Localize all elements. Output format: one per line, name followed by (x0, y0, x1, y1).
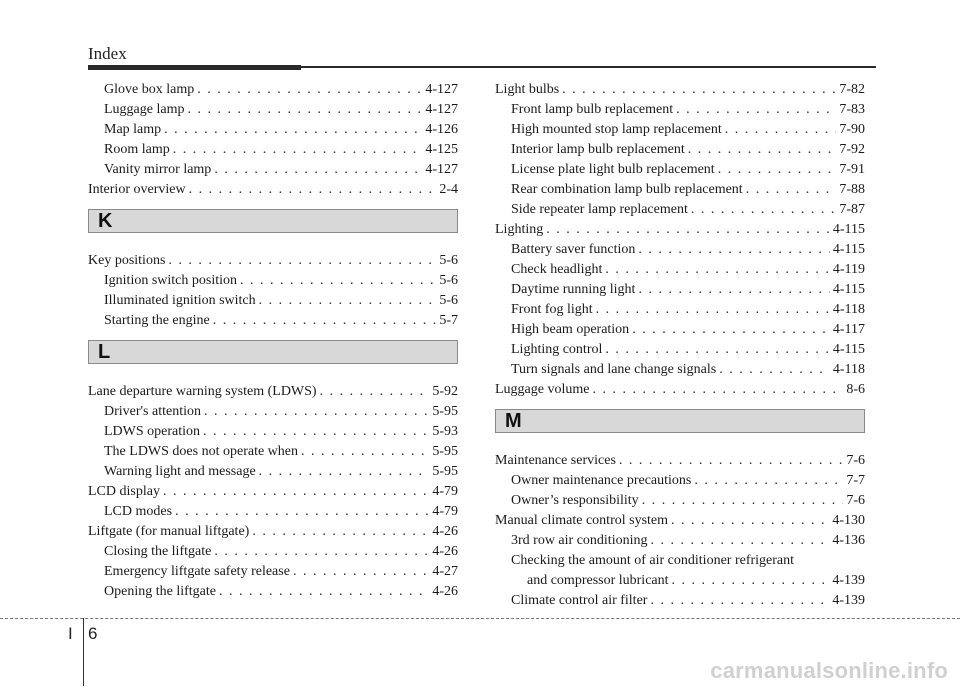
index-entry[interactable] (495, 220, 865, 240)
index-entry[interactable] (88, 180, 458, 200)
index-entry-label: The LDWS does not operate when (104, 444, 298, 459)
section-letter: M (505, 410, 522, 432)
index-entry-page: 4-79 (432, 484, 458, 499)
dot-leader (719, 360, 830, 380)
header-rule-accent (88, 65, 301, 70)
index-entry-label: Ignition switch position (104, 273, 237, 288)
index-entry-label: Side repeater lamp replacement (511, 202, 688, 217)
index-entry-page: 4-126 (425, 122, 458, 137)
dot-leader (259, 462, 430, 482)
index-entry[interactable] (495, 260, 865, 280)
index-entry-page: 4-79 (432, 504, 458, 519)
index-entry-page: 7-7 (846, 473, 865, 488)
dot-leader (546, 220, 830, 240)
index-column-right (495, 80, 865, 611)
index-block-k (88, 251, 458, 331)
index-entry-page: 7-83 (839, 102, 865, 117)
index-entry[interactable] (88, 160, 458, 180)
dot-leader (725, 120, 837, 140)
index-column-left (88, 80, 458, 602)
index-block-left-top (88, 80, 458, 200)
index-entry-label: Owner maintenance precautions (511, 473, 692, 488)
index-entry[interactable] (88, 422, 458, 442)
section-header-l (88, 340, 458, 364)
index-entry-label: 3rd row air conditioning (511, 533, 648, 548)
dot-leader (293, 562, 429, 582)
index-entry[interactable] (495, 140, 865, 160)
index-entry-label: Lane departure warning system (LDWS) (88, 384, 317, 399)
index-entry-label: Lighting (495, 222, 544, 237)
index-entry[interactable] (88, 442, 458, 462)
index-entry[interactable] (495, 380, 865, 400)
index-entry-label: Battery saver function (511, 242, 636, 257)
index-entry[interactable] (495, 300, 865, 320)
dot-leader (688, 140, 837, 160)
index-entry[interactable] (88, 140, 458, 160)
index-entry[interactable] (495, 240, 865, 260)
index-entry-label: Front lamp bulb replacement (511, 102, 674, 117)
index-entry-label: Map lamp (104, 122, 162, 137)
dot-leader (203, 422, 429, 442)
index-entry-page: 4-130 (832, 513, 865, 528)
index-entry-label: Luggage lamp (104, 102, 185, 117)
dot-leader (301, 442, 429, 462)
dot-leader (240, 271, 436, 291)
index-entry-label: Checking the amount of air conditioner refrigerant (511, 553, 795, 568)
index-entry-label: License plate light bulb replacement (511, 162, 715, 177)
section-header-m (495, 409, 865, 433)
index-entry-label: Starting the engine (104, 313, 210, 328)
index-entry[interactable] (495, 571, 865, 591)
index-entry-label: and compressor lubricant (527, 573, 669, 588)
index-entry-label: Turn signals and lane change signals (511, 362, 717, 377)
index-entry-page: 4-119 (832, 262, 865, 277)
index-entry-label: Check headlight (511, 262, 603, 277)
index-entry-page: 4-127 (425, 162, 458, 177)
index-entry-page: 4-139 (832, 573, 865, 588)
index-entry[interactable] (495, 511, 865, 531)
index-entry-label: Warning light and message (104, 464, 256, 479)
index-entry-page: 4-26 (432, 584, 458, 599)
index-entry[interactable] (495, 80, 865, 100)
index-entry-label: Front fog light (511, 302, 593, 317)
dot-leader (694, 471, 843, 491)
index-entry-page: 4-117 (832, 322, 865, 337)
index-entry-page: 7-88 (839, 182, 865, 197)
index-entry-page: 4-26 (432, 544, 458, 559)
dot-leader (746, 180, 837, 200)
index-entry-page: 7-82 (839, 82, 865, 97)
index-entry[interactable] (88, 120, 458, 140)
index-entry[interactable] (88, 562, 458, 582)
index-entry[interactable] (88, 502, 458, 522)
index-entry[interactable] (88, 100, 458, 120)
dot-leader (252, 522, 429, 542)
index-entry-page: 5-6 (439, 253, 458, 268)
index-entry[interactable] (495, 591, 865, 611)
index-entry[interactable] (495, 160, 865, 180)
index-entry-page: 4-118 (832, 362, 865, 377)
index-entry-label: Daytime running light (511, 282, 636, 297)
index-entry-label: Driver's attention (104, 404, 201, 419)
section-letter: K (98, 210, 113, 232)
index-entry-page: 5-93 (432, 424, 458, 439)
index-entry[interactable] (88, 311, 458, 331)
index-entry-label: Illuminated ignition switch (104, 293, 256, 308)
index-entry-page: 4-115 (832, 342, 865, 357)
dot-leader (632, 320, 830, 340)
dot-leader (164, 120, 422, 140)
index-entry-label: Key positions (88, 253, 166, 268)
index-entry-page: 7-90 (839, 122, 865, 137)
index-entry[interactable] (495, 200, 865, 220)
index-entry[interactable] (495, 531, 865, 551)
index-entry-page: 8-6 (846, 382, 865, 397)
index-entry-page: 7-6 (846, 453, 865, 468)
index-entry[interactable] (88, 402, 458, 422)
dot-leader (320, 382, 430, 402)
dot-leader (691, 200, 836, 220)
index-entry[interactable] (495, 320, 865, 340)
index-entry-page: 4-26 (432, 524, 458, 539)
dot-leader (175, 502, 429, 522)
dot-leader (214, 160, 422, 180)
dot-leader (638, 240, 829, 260)
index-entry-page: 2-4 (439, 182, 458, 197)
dot-leader (650, 531, 829, 551)
dot-leader (219, 582, 429, 602)
index-entry-page: 7-87 (839, 202, 865, 217)
index-entry-label: Rear combination lamp bulb replacement (511, 182, 743, 197)
page-title: Index (88, 44, 127, 63)
index-entry-page: 7-6 (846, 493, 865, 508)
dot-leader (163, 482, 429, 502)
index-entry-label: Manual climate control system (495, 513, 669, 528)
index-entry-label: Opening the liftgate (104, 584, 216, 599)
index-entry[interactable] (495, 280, 865, 300)
dot-leader (605, 340, 829, 360)
index-entry-label: High beam operation (511, 322, 630, 337)
index-entry[interactable] (88, 382, 458, 402)
index-entry-page: 5-6 (439, 273, 458, 288)
index-entry[interactable] (495, 120, 865, 140)
index-block-right-top (495, 80, 865, 400)
footer-page-number: 6 (88, 624, 98, 643)
index-entry-label: Maintenance services (495, 453, 616, 468)
dot-leader (642, 491, 844, 511)
index-entry[interactable] (88, 291, 458, 311)
dot-leader (638, 280, 829, 300)
index-entry-page: 4-127 (425, 102, 458, 117)
dot-leader (214, 542, 429, 562)
index-entry-page: 4-115 (832, 282, 865, 297)
dot-leader (168, 251, 436, 271)
index-entry[interactable] (495, 340, 865, 360)
index-entry-label: LCD display (88, 484, 160, 499)
dot-leader (605, 260, 829, 280)
index-block-l (88, 382, 458, 602)
dot-leader (596, 300, 830, 320)
index-entry-page: 7-91 (839, 162, 865, 177)
index-entry[interactable] (88, 582, 458, 602)
footer-section-letter: I (68, 624, 73, 643)
index-entry[interactable] (495, 551, 865, 571)
index-entry-label: Room lamp (104, 142, 170, 157)
index-entry-page: 5-95 (432, 444, 458, 459)
index-entry-label: Liftgate (for manual liftgate) (88, 524, 250, 539)
section-letter: L (98, 341, 111, 363)
dot-leader (650, 591, 829, 611)
index-entry-page: 5-6 (439, 293, 458, 308)
dot-leader (173, 140, 423, 160)
index-entry-label: Owner’s responsibility (511, 493, 639, 508)
index-entry-page: 5-95 (432, 404, 458, 419)
index-entry-label: Emergency liftgate safety release (104, 564, 290, 579)
index-block-m (495, 451, 865, 611)
index-entry-page: 4-127 (425, 82, 458, 97)
index-entry[interactable] (495, 451, 865, 471)
index-entry-page: 5-95 (432, 464, 458, 479)
index-entry[interactable] (495, 491, 865, 511)
index-entry-label: Climate control air filter (511, 593, 648, 608)
footer-divider (83, 618, 84, 686)
index-entry-label: Light bulbs (495, 82, 560, 97)
index-entry[interactable] (495, 180, 865, 200)
index-entry-page: 4-27 (432, 564, 458, 579)
section-header-k (88, 209, 458, 233)
index-entry-label: Interior overview (88, 182, 186, 197)
dot-leader (592, 380, 843, 400)
dot-leader (213, 311, 437, 331)
index-entry[interactable] (88, 522, 458, 542)
index-entry-label: High mounted stop lamp replacement (511, 122, 722, 137)
index-entry[interactable] (88, 462, 458, 482)
dot-leader (189, 180, 437, 200)
index-entry-label: LDWS operation (104, 424, 201, 439)
index-entry-page: 4-139 (832, 593, 865, 608)
dot-leader (619, 451, 843, 471)
index-entry[interactable] (88, 271, 458, 291)
index-entry-label: Vanity mirror lamp (104, 162, 212, 177)
dot-leader (187, 100, 422, 120)
dot-leader (671, 511, 829, 531)
watermark: carmanualsonline.info (710, 658, 948, 683)
index-entry-label: LCD modes (104, 504, 173, 519)
footer-rule (0, 618, 960, 619)
index-entry-label: Interior lamp bulb replacement (511, 142, 685, 157)
index-entry-page: 4-115 (832, 222, 865, 237)
index-entry[interactable] (88, 80, 458, 100)
dot-leader (259, 291, 437, 311)
index-entry-label: Luggage volume (495, 382, 590, 397)
index-entry-page: 4-125 (425, 142, 458, 157)
index-entry-page: 4-115 (832, 242, 865, 257)
dot-leader (718, 160, 837, 180)
index-entry-page: 4-118 (832, 302, 865, 317)
index-entry[interactable] (88, 542, 458, 562)
dot-leader (672, 571, 830, 591)
index-entry-page: 5-92 (432, 384, 458, 399)
index-entry[interactable] (495, 471, 865, 491)
index-entry[interactable] (88, 482, 458, 502)
index-entry-label: Glove box lamp (104, 82, 195, 97)
index-entry[interactable] (495, 360, 865, 380)
index-entry-label: Lighting control (511, 342, 603, 357)
dot-leader (676, 100, 836, 120)
dot-leader (197, 80, 422, 100)
index-entry[interactable] (88, 251, 458, 271)
index-entry-label: Closing the liftgate (104, 544, 212, 559)
dot-leader (562, 80, 836, 100)
index-entry-page: 5-7 (439, 313, 458, 328)
dot-leader (204, 402, 429, 422)
index-entry-page: 4-136 (832, 533, 865, 548)
index-entry[interactable] (495, 100, 865, 120)
index-entry-page: 7-92 (839, 142, 865, 157)
